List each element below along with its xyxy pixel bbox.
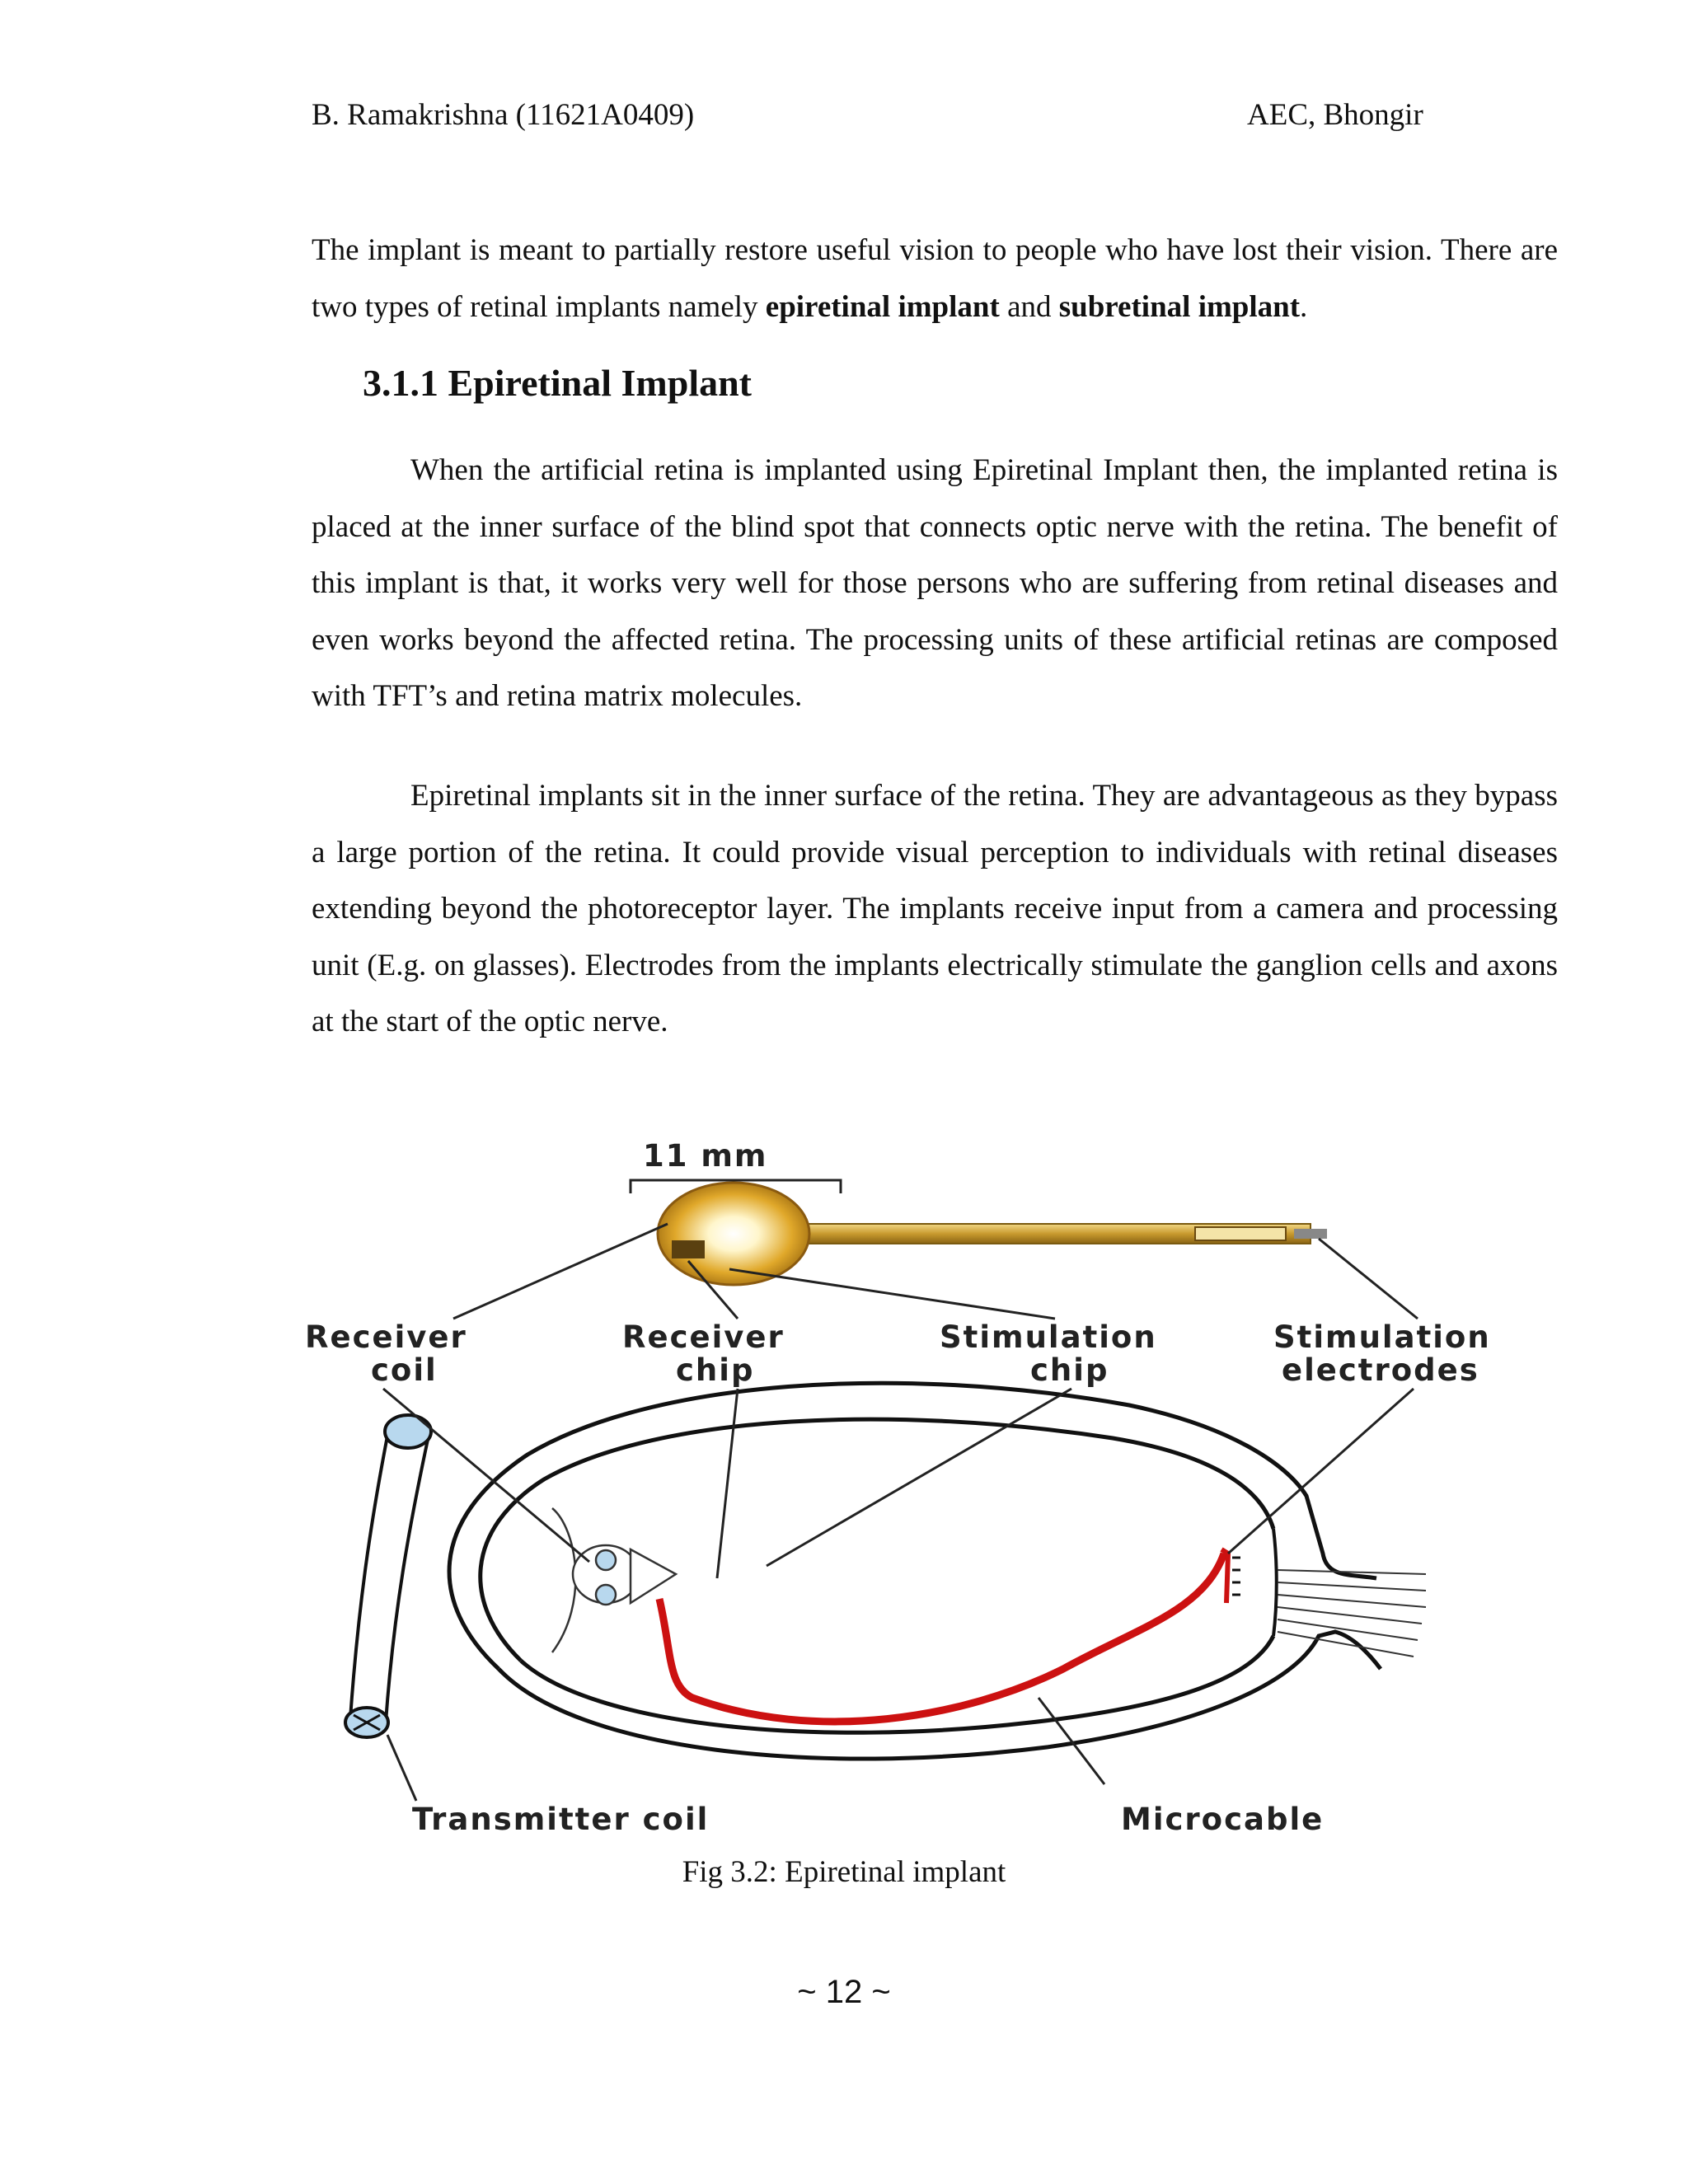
label-stimulation-electrodes-line1: Stimulation — [1273, 1319, 1491, 1355]
header-institution: AEC, Bhongir — [1247, 98, 1423, 132]
label-stimulation-chip-line1: Stimulation — [940, 1319, 1157, 1355]
scale-label: 11 mm — [643, 1141, 768, 1174]
label-receiver-coil-line1: Receiver — [305, 1319, 467, 1355]
intro-paragraph: The implant is meant to partially restore useful vision to people who have lost their vision. There are two types of retinal implants namely epiretinal implant and subretinal implant. — [312, 233, 1558, 324]
label-stimulation-electrodes-line2: electrodes — [1282, 1352, 1479, 1388]
page-number: ~ 12 ~ — [797, 1974, 891, 2010]
electrode-dots — [1232, 1558, 1240, 1595]
term-subretinal: subretinal implant — [1058, 289, 1301, 324]
implant-connector — [1195, 1227, 1286, 1240]
label-receiver-chip-line1: Receiver — [622, 1319, 785, 1355]
label-microcable: Microcable — [1121, 1802, 1325, 1837]
header-author: B. Ramakrishna (11621A0409) — [312, 98, 695, 132]
paragraph-2: Epiretinal implants sit in the inner surface of the retina. They are advantageous as they bypass a large portion of the retina. It could provide visual perception to individuals with retinal diseases extending beyond the photoreceptor layer. The implants receive input from a camera and processing unit (E.g. on glasses). Electrodes from the implants electrically stimulate the ganglion cells and axons at the start of the optic nerve. — [312, 779, 1558, 1038]
optic-nerve-fibers — [1278, 1570, 1426, 1657]
label-stimulation-chip-line2: chip — [1030, 1352, 1109, 1388]
microcable-wire — [659, 1554, 1224, 1722]
epiretinal-implant-figure — [305, 1141, 1574, 1858]
transmitter-coil — [338, 1415, 431, 1858]
label-receiver-chip-line2: chip — [676, 1352, 755, 1388]
label-transmitter-coil: Transmitter coil — [412, 1802, 710, 1837]
implant-tip — [1294, 1229, 1327, 1239]
term-epiretinal: epiretinal implant — [765, 289, 1000, 324]
label-receiver-coil-line2: coil — [371, 1352, 438, 1388]
receiver-chip-block — [672, 1240, 705, 1258]
lens-region — [552, 1508, 676, 1652]
figure-caption: Fig 3.2: Epiretinal implant — [682, 1855, 1006, 1889]
section-heading: 3.1.1 Epiretinal Implant — [363, 362, 752, 404]
paragraph-1: When the artificial retina is implanted using Epiretinal Implant then, the implanted retina is placed at the inner surface of the blind spot that connects optic nerve with the retina. The benefit of this implant is that, it works very well for those persons who are suffering from retinal diseases and even works beyond the affected retina. The processing units of these artificial retinas are composed with TFT’s and retina matrix molecules. — [312, 453, 1558, 713]
